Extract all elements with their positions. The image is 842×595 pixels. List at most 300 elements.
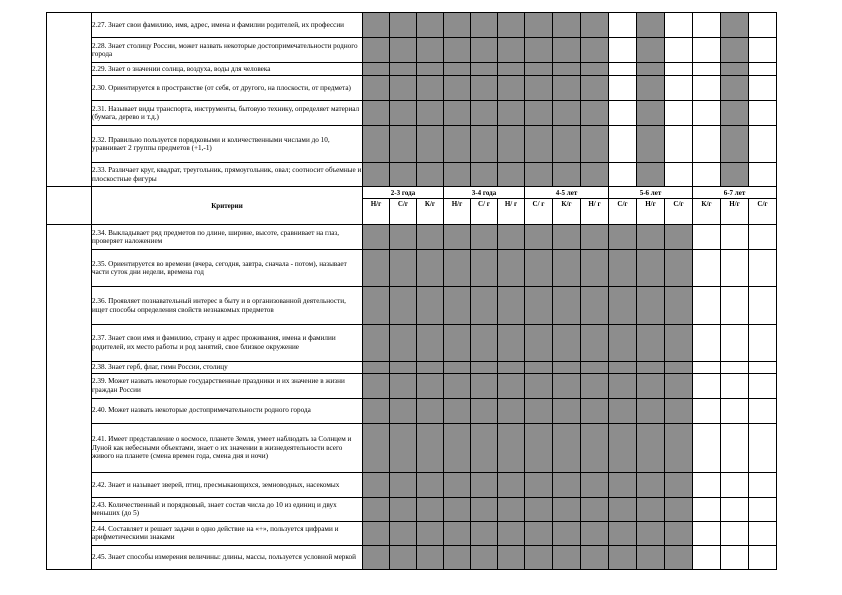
shaded-score-cell bbox=[525, 472, 553, 497]
shaded-score-cell bbox=[363, 101, 390, 126]
shaded-score-cell bbox=[581, 324, 609, 361]
shaded-score-cell bbox=[581, 225, 609, 250]
shaded-score-cell bbox=[363, 163, 390, 187]
criterion-text: 2.41. Имеет представление о космосе, планете Земля, умеет наблюдать за Солнцем и Луной как небесными объектами, знает о их значении в жизнедеятельности всего живого на планете (смена времен года, смена дня и ночи) bbox=[92, 423, 363, 472]
shaded-score-cell bbox=[498, 521, 525, 545]
shaded-score-cell bbox=[721, 63, 749, 76]
shaded-score-cell bbox=[525, 423, 553, 472]
shaded-score-cell bbox=[609, 472, 637, 497]
score-cell[interactable] bbox=[749, 398, 777, 423]
shaded-score-cell bbox=[637, 101, 665, 126]
shaded-score-cell bbox=[417, 361, 444, 373]
score-cell[interactable] bbox=[749, 250, 777, 287]
score-cell[interactable] bbox=[609, 63, 637, 76]
shaded-score-cell bbox=[609, 250, 637, 287]
shaded-score-cell bbox=[581, 101, 609, 126]
shaded-score-cell bbox=[363, 521, 390, 545]
shaded-score-cell bbox=[363, 545, 390, 569]
period-header: С/г bbox=[665, 199, 693, 225]
score-cell[interactable] bbox=[749, 101, 777, 126]
shaded-score-cell bbox=[525, 521, 553, 545]
shaded-score-cell bbox=[471, 101, 498, 126]
shaded-score-cell bbox=[390, 472, 417, 497]
period-header: С/г bbox=[609, 199, 637, 225]
shaded-score-cell bbox=[637, 250, 665, 287]
score-cell[interactable] bbox=[665, 38, 693, 63]
shaded-score-cell bbox=[637, 126, 665, 163]
period-header: Н/г bbox=[363, 199, 390, 225]
score-cell[interactable] bbox=[693, 521, 721, 545]
shaded-score-cell bbox=[553, 398, 581, 423]
shaded-score-cell bbox=[721, 76, 749, 101]
score-cell[interactable] bbox=[693, 398, 721, 423]
score-cell[interactable] bbox=[721, 250, 749, 287]
left-margin-cell bbox=[47, 13, 92, 187]
score-cell[interactable] bbox=[693, 250, 721, 287]
shaded-score-cell bbox=[498, 101, 525, 126]
shaded-score-cell bbox=[637, 163, 665, 187]
shaded-score-cell bbox=[498, 38, 525, 63]
shaded-score-cell bbox=[444, 324, 471, 361]
shaded-score-cell bbox=[637, 225, 665, 250]
shaded-score-cell bbox=[471, 545, 498, 569]
shaded-score-cell bbox=[363, 76, 390, 101]
score-cell[interactable] bbox=[749, 225, 777, 250]
shaded-score-cell bbox=[553, 225, 581, 250]
shaded-score-cell bbox=[390, 497, 417, 521]
shaded-score-cell bbox=[525, 38, 553, 63]
score-cell[interactable] bbox=[693, 472, 721, 497]
shaded-score-cell bbox=[637, 497, 665, 521]
shaded-score-cell bbox=[525, 225, 553, 250]
shaded-score-cell bbox=[471, 287, 498, 324]
shaded-score-cell bbox=[471, 398, 498, 423]
score-cell[interactable] bbox=[665, 163, 693, 187]
shaded-score-cell bbox=[417, 250, 444, 287]
shaded-score-cell bbox=[553, 361, 581, 373]
shaded-score-cell bbox=[363, 373, 390, 398]
criterion-row bbox=[47, 324, 777, 361]
shaded-score-cell bbox=[390, 398, 417, 423]
shaded-score-cell bbox=[609, 423, 637, 472]
shaded-score-cell bbox=[637, 63, 665, 76]
shaded-score-cell bbox=[390, 163, 417, 187]
shaded-score-cell bbox=[471, 76, 498, 101]
score-cell[interactable] bbox=[721, 423, 749, 472]
score-cell[interactable] bbox=[693, 423, 721, 472]
shaded-score-cell bbox=[609, 287, 637, 324]
criterion-text: 2.42. Знает и называет зверей, птиц, пресмыкающихся, земноводных, насекомых bbox=[92, 472, 363, 497]
shaded-score-cell bbox=[498, 472, 525, 497]
shaded-score-cell bbox=[581, 497, 609, 521]
shaded-score-cell bbox=[609, 398, 637, 423]
score-cell[interactable] bbox=[721, 472, 749, 497]
shaded-score-cell bbox=[471, 497, 498, 521]
score-cell[interactable] bbox=[721, 497, 749, 521]
score-cell[interactable] bbox=[749, 497, 777, 521]
shaded-score-cell bbox=[665, 287, 693, 324]
shaded-score-cell bbox=[444, 13, 471, 38]
shaded-score-cell bbox=[363, 126, 390, 163]
score-cell[interactable] bbox=[721, 398, 749, 423]
shaded-score-cell bbox=[363, 423, 390, 472]
score-cell[interactable] bbox=[693, 63, 721, 76]
criterion-row bbox=[47, 13, 777, 38]
shaded-score-cell bbox=[525, 497, 553, 521]
shaded-score-cell bbox=[417, 225, 444, 250]
score-cell[interactable] bbox=[693, 101, 721, 126]
shaded-score-cell bbox=[498, 163, 525, 187]
criterion-text: 2.30. Ориентируется в пространстве (от себя, от другого, на плоскости, от предмета) bbox=[92, 76, 363, 101]
shaded-score-cell bbox=[444, 225, 471, 250]
score-cell[interactable] bbox=[609, 38, 637, 63]
shaded-score-cell bbox=[417, 126, 444, 163]
score-cell[interactable] bbox=[721, 361, 749, 373]
shaded-score-cell bbox=[609, 361, 637, 373]
shaded-score-cell bbox=[471, 423, 498, 472]
criterion-row bbox=[47, 398, 777, 423]
shaded-score-cell bbox=[498, 423, 525, 472]
shaded-score-cell bbox=[637, 472, 665, 497]
score-cell[interactable] bbox=[693, 13, 721, 38]
score-cell[interactable] bbox=[609, 163, 637, 187]
shaded-score-cell bbox=[553, 497, 581, 521]
left-margin-cell bbox=[47, 225, 92, 570]
shaded-score-cell bbox=[525, 373, 553, 398]
shaded-score-cell bbox=[525, 76, 553, 101]
criterion-text: 2.27. Знает свои фамилию, имя, адрес, имена и фамилии родителей, их профессии bbox=[92, 13, 363, 38]
shaded-score-cell bbox=[498, 324, 525, 361]
shaded-score-cell bbox=[417, 521, 444, 545]
shaded-score-cell bbox=[471, 324, 498, 361]
shaded-score-cell bbox=[390, 287, 417, 324]
shaded-score-cell bbox=[553, 63, 581, 76]
shaded-score-cell bbox=[525, 545, 553, 569]
score-cell[interactable] bbox=[721, 373, 749, 398]
shaded-score-cell bbox=[637, 423, 665, 472]
criterion-row bbox=[47, 250, 777, 287]
shaded-score-cell bbox=[417, 545, 444, 569]
shaded-score-cell bbox=[525, 250, 553, 287]
shaded-score-cell bbox=[665, 545, 693, 569]
shaded-score-cell bbox=[444, 76, 471, 101]
shaded-score-cell bbox=[581, 423, 609, 472]
criterion-row bbox=[47, 373, 777, 398]
age-group-header: 6-7 лет bbox=[693, 187, 777, 199]
period-header: С/г bbox=[390, 199, 417, 225]
shaded-score-cell bbox=[363, 250, 390, 287]
score-cell[interactable] bbox=[749, 361, 777, 373]
score-cell[interactable] bbox=[721, 225, 749, 250]
shaded-score-cell bbox=[471, 472, 498, 497]
shaded-score-cell bbox=[525, 163, 553, 187]
shaded-score-cell bbox=[363, 63, 390, 76]
shaded-score-cell bbox=[721, 13, 749, 38]
shaded-score-cell bbox=[609, 324, 637, 361]
shaded-score-cell bbox=[417, 13, 444, 38]
shaded-score-cell bbox=[498, 126, 525, 163]
criterion-row bbox=[47, 287, 777, 324]
score-cell[interactable] bbox=[749, 13, 777, 38]
shaded-score-cell bbox=[498, 225, 525, 250]
criterion-text: 2.43. Количественный и порядковый, знает состав числа до 10 из единиц и двух меньших (до 5) bbox=[92, 497, 363, 521]
shaded-score-cell bbox=[390, 324, 417, 361]
criterion-text: 2.37. Знает свои имя и фамилию, страну и адрес проживания, имена и фамилии родителей, их место работы и род занятий, свое близкое окружение bbox=[92, 324, 363, 361]
shaded-score-cell bbox=[665, 497, 693, 521]
shaded-score-cell bbox=[525, 287, 553, 324]
shaded-score-cell bbox=[581, 163, 609, 187]
shaded-score-cell bbox=[665, 398, 693, 423]
shaded-score-cell bbox=[665, 423, 693, 472]
score-cell[interactable] bbox=[749, 423, 777, 472]
shaded-score-cell bbox=[444, 545, 471, 569]
score-cell[interactable] bbox=[693, 287, 721, 324]
score-cell[interactable] bbox=[749, 126, 777, 163]
shaded-score-cell bbox=[637, 521, 665, 545]
shaded-score-cell bbox=[553, 521, 581, 545]
shaded-score-cell bbox=[471, 38, 498, 63]
score-cell[interactable] bbox=[749, 373, 777, 398]
shaded-score-cell bbox=[581, 63, 609, 76]
shaded-score-cell bbox=[417, 38, 444, 63]
shaded-score-cell bbox=[363, 398, 390, 423]
score-cell[interactable] bbox=[609, 101, 637, 126]
shaded-score-cell bbox=[637, 38, 665, 63]
shaded-score-cell bbox=[417, 398, 444, 423]
shaded-score-cell bbox=[390, 101, 417, 126]
shaded-score-cell bbox=[444, 287, 471, 324]
criterion-row bbox=[47, 497, 777, 521]
criterion-text: 2.38. Знает герб, флаг, гимн России, столицу bbox=[92, 361, 363, 373]
shaded-score-cell bbox=[363, 287, 390, 324]
period-header: К/г bbox=[553, 199, 581, 225]
shaded-score-cell bbox=[444, 163, 471, 187]
score-cell[interactable] bbox=[693, 76, 721, 101]
shaded-score-cell bbox=[581, 38, 609, 63]
shaded-score-cell bbox=[444, 521, 471, 545]
period-header: Н/ г bbox=[498, 199, 525, 225]
shaded-score-cell bbox=[417, 423, 444, 472]
criterion-row bbox=[47, 126, 777, 163]
shaded-score-cell bbox=[553, 324, 581, 361]
criterion-text: 2.39. Может назвать некоторые государственные праздники и их значение в жизни граждан России bbox=[92, 373, 363, 398]
score-cell[interactable] bbox=[749, 287, 777, 324]
score-cell[interactable] bbox=[721, 521, 749, 545]
shaded-score-cell bbox=[525, 398, 553, 423]
period-header: С/ г bbox=[525, 199, 553, 225]
shaded-score-cell bbox=[390, 361, 417, 373]
score-cell[interactable] bbox=[749, 324, 777, 361]
score-cell[interactable] bbox=[609, 126, 637, 163]
criterion-row bbox=[47, 472, 777, 497]
shaded-score-cell bbox=[665, 361, 693, 373]
score-cell[interactable] bbox=[665, 63, 693, 76]
score-cell[interactable] bbox=[693, 225, 721, 250]
shaded-score-cell bbox=[553, 13, 581, 38]
criteria-header: Критерии bbox=[92, 187, 363, 225]
score-cell[interactable] bbox=[693, 324, 721, 361]
shaded-score-cell bbox=[417, 287, 444, 324]
period-header: К/г bbox=[693, 199, 721, 225]
criterion-row bbox=[47, 76, 777, 101]
shaded-score-cell bbox=[665, 472, 693, 497]
criterion-text: 2.34. Выкладывает ряд предметов по длине, ширине, высоте, сравнивает на глаз, проверяет наложением bbox=[92, 225, 363, 250]
shaded-score-cell bbox=[498, 250, 525, 287]
shaded-score-cell bbox=[581, 250, 609, 287]
score-cell[interactable] bbox=[749, 63, 777, 76]
score-cell[interactable] bbox=[749, 472, 777, 497]
criterion-text: 2.40. Может назвать некоторые достопримечательности родного города bbox=[92, 398, 363, 423]
shaded-score-cell bbox=[444, 472, 471, 497]
shaded-score-cell bbox=[498, 63, 525, 76]
score-cell[interactable] bbox=[721, 545, 749, 569]
shaded-score-cell bbox=[525, 324, 553, 361]
score-cell[interactable] bbox=[693, 361, 721, 373]
shaded-score-cell bbox=[444, 398, 471, 423]
shaded-score-cell bbox=[553, 38, 581, 63]
shaded-score-cell bbox=[721, 126, 749, 163]
shaded-score-cell bbox=[444, 373, 471, 398]
score-cell[interactable] bbox=[609, 13, 637, 38]
shaded-score-cell bbox=[553, 287, 581, 324]
shaded-score-cell bbox=[471, 225, 498, 250]
shaded-score-cell bbox=[417, 163, 444, 187]
shaded-score-cell bbox=[553, 545, 581, 569]
shaded-score-cell bbox=[444, 126, 471, 163]
assessment-table bbox=[46, 12, 777, 570]
shaded-score-cell bbox=[665, 225, 693, 250]
shaded-score-cell bbox=[390, 521, 417, 545]
shaded-score-cell bbox=[553, 76, 581, 101]
score-cell[interactable] bbox=[749, 521, 777, 545]
score-cell[interactable] bbox=[749, 38, 777, 63]
shaded-score-cell bbox=[417, 497, 444, 521]
shaded-score-cell bbox=[553, 101, 581, 126]
shaded-score-cell bbox=[581, 521, 609, 545]
criterion-row bbox=[47, 545, 777, 569]
shaded-score-cell bbox=[471, 361, 498, 373]
left-margin-cell bbox=[47, 187, 92, 225]
shaded-score-cell bbox=[363, 225, 390, 250]
shaded-score-cell bbox=[637, 398, 665, 423]
score-cell[interactable] bbox=[721, 324, 749, 361]
shaded-score-cell bbox=[390, 423, 417, 472]
shaded-score-cell bbox=[637, 324, 665, 361]
shaded-score-cell bbox=[553, 250, 581, 287]
shaded-score-cell bbox=[721, 38, 749, 63]
period-header: Н/ г bbox=[581, 199, 609, 225]
shaded-score-cell bbox=[525, 13, 553, 38]
shaded-score-cell bbox=[581, 13, 609, 38]
period-header: К/г bbox=[417, 199, 444, 225]
shaded-score-cell bbox=[581, 361, 609, 373]
score-cell[interactable] bbox=[665, 126, 693, 163]
criterion-text: 2.36. Проявляет познавательный интерес в быту и в организованной деятельности, ищет способы определения свойств незнакомых предметов bbox=[92, 287, 363, 324]
period-header: С/ г bbox=[471, 199, 498, 225]
shaded-score-cell bbox=[471, 126, 498, 163]
shaded-score-cell bbox=[665, 373, 693, 398]
shaded-score-cell bbox=[417, 373, 444, 398]
shaded-score-cell bbox=[609, 225, 637, 250]
criterion-row bbox=[47, 63, 777, 76]
shaded-score-cell bbox=[637, 361, 665, 373]
shaded-score-cell bbox=[609, 521, 637, 545]
score-cell[interactable] bbox=[749, 163, 777, 187]
shaded-score-cell bbox=[637, 13, 665, 38]
criterion-text: 2.33. Различает круг, квадрат, треугольник, прямоугольник, овал; соотносит объемные и плоскостные фигуры bbox=[92, 163, 363, 187]
shaded-score-cell bbox=[553, 163, 581, 187]
shaded-score-cell bbox=[553, 423, 581, 472]
shaded-score-cell bbox=[637, 76, 665, 101]
score-cell[interactable] bbox=[749, 76, 777, 101]
shaded-score-cell bbox=[417, 472, 444, 497]
shaded-score-cell bbox=[581, 126, 609, 163]
shaded-score-cell bbox=[498, 361, 525, 373]
shaded-score-cell bbox=[609, 545, 637, 569]
criterion-row bbox=[47, 423, 777, 472]
shaded-score-cell bbox=[553, 373, 581, 398]
score-cell[interactable] bbox=[721, 287, 749, 324]
criterion-text: 2.28. Знает столицу России, может назвать некоторые достопримечательности родного города bbox=[92, 38, 363, 63]
score-cell[interactable] bbox=[693, 373, 721, 398]
shaded-score-cell bbox=[498, 398, 525, 423]
shaded-score-cell bbox=[498, 545, 525, 569]
score-cell[interactable] bbox=[665, 101, 693, 126]
shaded-score-cell bbox=[665, 324, 693, 361]
shaded-score-cell bbox=[665, 250, 693, 287]
criterion-row bbox=[47, 225, 777, 250]
criterion-row bbox=[47, 521, 777, 545]
score-cell[interactable] bbox=[665, 13, 693, 38]
criterion-text: 2.31. Называет виды транспорта, инструменты, бытовую технику, определяет материал (бумага, дерево и т.д.) bbox=[92, 101, 363, 126]
criterion-text: 2.44. Составляет и решает задачи в одно действие на «+», пользуется цифрами и арифметическими знаками bbox=[92, 521, 363, 545]
score-cell[interactable] bbox=[693, 163, 721, 187]
shaded-score-cell bbox=[444, 101, 471, 126]
shaded-score-cell bbox=[390, 225, 417, 250]
age-group-header: 5-6 лет bbox=[609, 187, 693, 199]
shaded-score-cell bbox=[390, 76, 417, 101]
criterion-text: 2.29. Знает о значении солнца, воздуха, воды для человека bbox=[92, 63, 363, 76]
period-header: Н/г bbox=[444, 199, 471, 225]
shaded-score-cell bbox=[609, 373, 637, 398]
age-group-header: 3-4 года bbox=[444, 187, 525, 199]
score-cell[interactable] bbox=[693, 126, 721, 163]
shaded-score-cell bbox=[498, 287, 525, 324]
score-cell[interactable] bbox=[665, 76, 693, 101]
shaded-score-cell bbox=[444, 361, 471, 373]
criterion-row bbox=[47, 163, 777, 187]
score-cell[interactable] bbox=[749, 545, 777, 569]
shaded-score-cell bbox=[525, 63, 553, 76]
shaded-score-cell bbox=[721, 101, 749, 126]
age-group-header: 4-5 лет bbox=[525, 187, 609, 199]
shaded-score-cell bbox=[471, 250, 498, 287]
shaded-score-cell bbox=[471, 13, 498, 38]
shaded-score-cell bbox=[390, 63, 417, 76]
criterion-row bbox=[47, 361, 777, 373]
score-cell[interactable] bbox=[693, 497, 721, 521]
shaded-score-cell bbox=[525, 101, 553, 126]
score-cell[interactable] bbox=[693, 38, 721, 63]
score-cell[interactable] bbox=[693, 545, 721, 569]
shaded-score-cell bbox=[637, 373, 665, 398]
shaded-score-cell bbox=[417, 101, 444, 126]
shaded-score-cell bbox=[444, 250, 471, 287]
score-cell[interactable] bbox=[609, 76, 637, 101]
shaded-score-cell bbox=[363, 324, 390, 361]
shaded-score-cell bbox=[417, 324, 444, 361]
shaded-score-cell bbox=[553, 472, 581, 497]
